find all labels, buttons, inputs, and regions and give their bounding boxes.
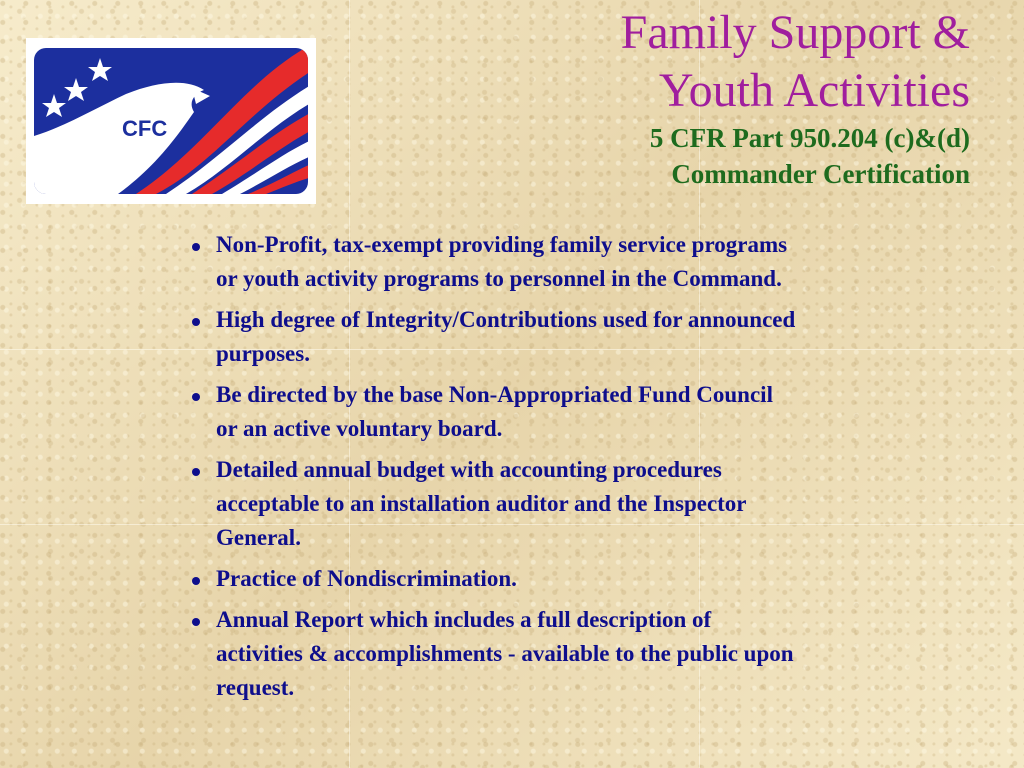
list-item-text: Non-Profit, tax-exempt providing family service programs (216, 232, 788, 257)
list-item-text: Be directed by the base Non-Appropriated Fund Council (216, 382, 773, 407)
list-item-text: General. (216, 525, 301, 550)
list-item (190, 453, 950, 555)
bullet-icon (192, 393, 200, 401)
list-item (190, 562, 950, 596)
list-item-text: acceptable to an installation auditor and the Inspector (216, 491, 747, 516)
list-item (190, 228, 950, 296)
bullet-icon (192, 318, 200, 326)
page-title-line-2: Youth Activities (658, 64, 970, 117)
bullet-icon (192, 618, 200, 626)
list-item-text: Annual Report which includes a full description of (216, 607, 712, 632)
list-item-text: Practice of Nondiscrimination. (216, 566, 517, 591)
list-item (190, 378, 950, 446)
list-item-text: or an active voluntary board. (216, 416, 503, 441)
list-item-text: Detailed annual budget with accounting procedures (216, 457, 722, 482)
bullet-icon (192, 468, 200, 476)
list-item (190, 603, 950, 705)
list-item-text: activities & accomplishments - available to the public upon (216, 641, 794, 666)
list-item-text: High degree of Integrity/Contributions used for announced (216, 307, 796, 332)
list-item-text: or youth activity programs to personnel in the Command. (216, 266, 782, 291)
page-subtitle-line-2: Commander Certification (671, 159, 970, 189)
cfc-logo-graphic (26, 38, 316, 204)
page-title-line-1: Family Support & (620, 6, 970, 59)
logo-text: CFC (122, 116, 168, 141)
list-item-text: purposes. (216, 341, 310, 366)
requirements-list (190, 228, 950, 712)
bullet-icon (192, 243, 200, 251)
bullet-icon (192, 577, 200, 585)
list-item (190, 303, 950, 371)
page-subtitle-line-1: 5 CFR Part 950.204 (c)&(d) (649, 123, 970, 153)
cfc-logo (26, 38, 316, 204)
list-item-text: request. (216, 675, 295, 700)
title-block (621, 4, 970, 192)
